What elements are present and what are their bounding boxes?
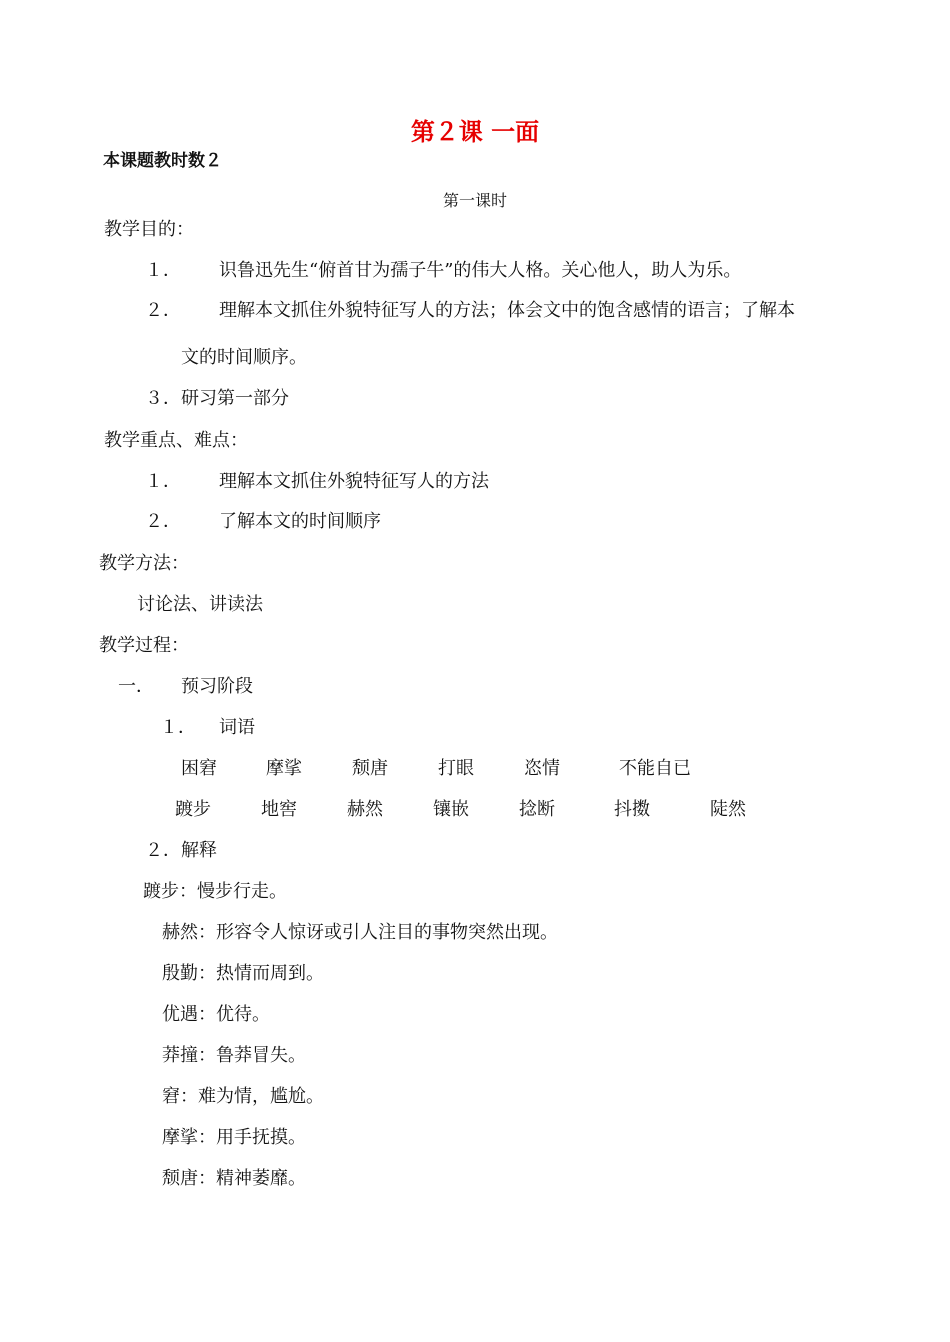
process-heading: 教学过程： xyxy=(99,635,189,656)
vocab-word: 困窘 xyxy=(181,758,217,779)
objectives-heading: 教学目的： xyxy=(104,219,194,240)
definition-item: 踱步：慢步行走。 xyxy=(143,881,287,902)
objective-number: ３． xyxy=(145,388,181,409)
definition-item: 殷勤：热情而周到。 xyxy=(162,963,324,984)
vocab-word: 摩挲 xyxy=(266,758,302,779)
explain-label: 解释 xyxy=(181,840,217,861)
vocab-number: １． xyxy=(160,717,196,738)
objective-number: ２． xyxy=(145,300,181,321)
key-points-heading: 教学重点、难点： xyxy=(104,430,248,451)
vocab-label: 词语 xyxy=(219,717,255,738)
vocab-word: 抖擞 xyxy=(614,799,650,820)
methods-heading: 教学方法： xyxy=(99,553,189,574)
vocab-word: 打眼 xyxy=(438,758,474,779)
key-point-number: １． xyxy=(145,471,181,492)
key-point-text: 理解本文抓住外貌特征写人的方法 xyxy=(219,471,489,492)
definition-item: 优遇：优待。 xyxy=(162,1004,270,1025)
session-label: 第一课时 xyxy=(442,191,507,210)
vocab-word: 踱步 xyxy=(175,799,211,820)
definition-item: 莽撞：鲁莽冒失。 xyxy=(162,1045,306,1066)
vocab-word: 捻断 xyxy=(519,799,555,820)
teaching-hours: 本课题教时数２ xyxy=(103,151,222,171)
definition-item: 颓唐：精神萎靡。 xyxy=(162,1168,306,1189)
stage-number: 一． xyxy=(118,676,154,697)
objective-text: 识鲁迅先生“俯首甘为孺子牛”的伟大人格。关心他人，助人为乐。 xyxy=(219,260,742,281)
objective-text: 研习第一部分 xyxy=(181,388,289,409)
objective-text: 理解本文抓住外貌特征写人的方法；体会文中的饱含感情的语言；了解本 xyxy=(219,300,795,321)
methods-text: 讨论法、讲读法 xyxy=(137,594,263,615)
key-point-number: ２． xyxy=(145,511,181,532)
objective-text-continued: 文的时间顺序。 xyxy=(181,347,307,368)
vocab-word: 地窖 xyxy=(261,799,297,820)
stage-label: 预习阶段 xyxy=(181,676,253,697)
definition-item: 摩挲：用手抚摸。 xyxy=(162,1127,306,1148)
key-point-text: 了解本文的时间顺序 xyxy=(219,511,381,532)
vocab-word: 陡然 xyxy=(710,799,746,820)
explain-number: ２． xyxy=(145,840,181,861)
vocab-word: 镶嵌 xyxy=(433,799,469,820)
definition-item: 窘：难为情，尴尬。 xyxy=(162,1086,324,1107)
objective-number: １． xyxy=(145,260,181,281)
definition-item: 赫然：形容令人惊讶或引人注目的事物突然出现。 xyxy=(162,922,558,943)
lesson-title: 第２课 一面 xyxy=(410,118,540,146)
vocab-word: 赫然 xyxy=(347,799,383,820)
vocab-word: 颓唐 xyxy=(352,758,388,779)
vocab-word: 不能自已 xyxy=(619,758,691,779)
vocab-word: 恣情 xyxy=(524,758,560,779)
